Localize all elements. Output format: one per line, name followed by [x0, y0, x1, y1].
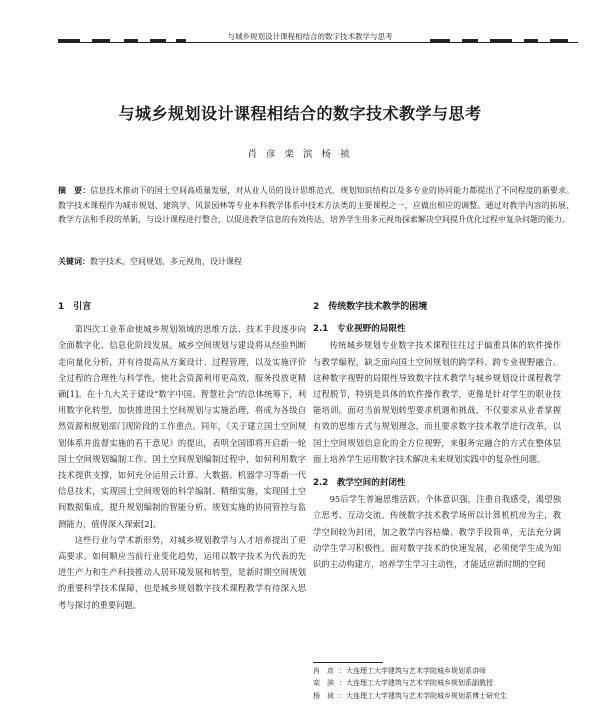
header-rule: [58, 42, 578, 43]
subsection-2-2-heading: 2.2 教学空间的封闭性: [313, 478, 406, 489]
footnote-name: 肖 彦: [313, 667, 334, 675]
section-2-heading: 2 传统数字技术教学的困境: [313, 302, 428, 312]
footnote-name: 杨 祯: [313, 691, 334, 700]
footnote-text: ：大连理工大学建筑与艺术学院城乡规划系副教授: [339, 679, 493, 688]
footnote: [313, 665, 573, 677]
footnote: [313, 690, 573, 702]
footnote-rule: [313, 662, 383, 663]
subsection-2-2-paragraph: 95后学生普遍思维活跃、个体意识强，注重自我感受，渴望独立思考、互动交流。传统数字技术教学场所以计算机机房为主，教学空间较为封闭，加之教学内容枯燥、教学手段简单，无法充分调动学生学习积极性。面对数字技术的快速发展，必须使学生成为知识的主动构建方，培养学生学习主动性，才能适应新时期的空间: [313, 494, 561, 570]
subsection-2-1-heading: 2.1 专业视野的局限性: [313, 324, 406, 335]
footnote-text: ：大连理工大学建筑与艺术学院城乡规划系讲师: [339, 667, 486, 675]
abstract-text: 信息技术推动下的国土空间高质量发展，对从业人员的设计思维范式、规划知识结构以及多专业的协同能力都提出了不同程度的新要求。数字技术课程作为城市规划、建筑学、风景园林等专业本科教学体系中技术方法类的主要课程之一，应做出相应的调整。通过对教学内容的拓展、教学方法和手段的革新，与设计课程进行整合，以促进教学信息的有效传达，培养学生用多元视角探索解决空间提升优化过程中复杂问题的能力。: [58, 186, 575, 225]
section-1-paragraph: 第四次工业革命使城乡规划领域的思维方法、技术手段逐步向全面数字化、信息化阶段发展。城乡空间规划与建设将从经验判断走向量化分析，并有待提高从方案设计、过程管理，以及实施评价全过程的合理性与科学性，使社会资源利用更高效，服务投放更精确[1]。在十九大关于建设“数字中国、智慧社会”的总体统筹下，利用数字化转型，加快推进国土空间规划与实施治理，将成为各级自然资源和规划部门现阶段的工作重点。同年，《关于建立国土空间规划体系并监督实施的若干意见》的提出，表明全国即将开启新一轮国土空间规划编制工作。国土空间规划编制过程中，如何利用数字技术提供支撑，如何充分运用云计算、大数据、机器学习等新一代信息技术，实现国土空间规划的科学编制、精细实施，实现国土空间数据集成，提升规划编制的智能分析、规划实施的协同管控与监测能力，值得深入探索[2]。: [58, 324, 306, 529]
authors: 肖 彦 栾 滨 杨 祯: [247, 149, 353, 160]
footnote: [313, 677, 573, 689]
abstract: [58, 184, 574, 228]
section-1-paragraph: 这些行业与学术新形势，对城乡规划教学与人才培养提出了更高要求。如何顺应当前行业变化趋势，运用以数字技术为代表的先进生产力和生产科技推动人居环境发展和转型，是新时期空间规划的重要科学技术保障，也是城乡规划数字技术课程教学有待深入思考与探讨的重要问题。: [58, 534, 306, 610]
right-column: [313, 299, 561, 572]
subsection-2-1-paragraph: 传统城乡规划专业数字技术课程往往过于偏重具体的软件操作与教学编程，缺乏面向国土空间规划的跨学科、跨专业视野融合。这种数字视野的局限性导致数字技术教学与城乡规划设计课程教学过程脱节，特别是具体的软件操作教学，更像是针对学生的职业技能培训。面对当前规划转型要求机遇和挑战，不仅要求从业者掌握有效的思维方式与规划理念，而且要求数字技术教学进行改革，以国土空间规划信息化的全方位视野，来服务完融合的方式在整体层面上培养学生运用数字技术解决未来规划实践中的复杂性问题。: [313, 340, 561, 464]
author-footnotes: [313, 665, 573, 702]
abstract-label: 摘 要：: [58, 186, 91, 195]
left-column: [58, 299, 306, 613]
section-1-heading: 1 引言: [58, 302, 92, 312]
paper-title: 与城乡规划设计课程相结合的数字技术教学与思考: [118, 104, 482, 123]
running-head: 与城乡规划设计课程相结合的数字技术教学与思考: [227, 32, 393, 41]
keywords: [58, 255, 574, 269]
footnote-name: 栾 滨: [313, 679, 334, 688]
keywords-label: 关键词：: [58, 257, 90, 266]
footnote-text: ：大连理工大学建筑与艺术学院城乡规划系博士研究生: [339, 691, 507, 700]
keywords-text: 数字技术，空间规划，多元视角，设计课程: [90, 257, 242, 266]
